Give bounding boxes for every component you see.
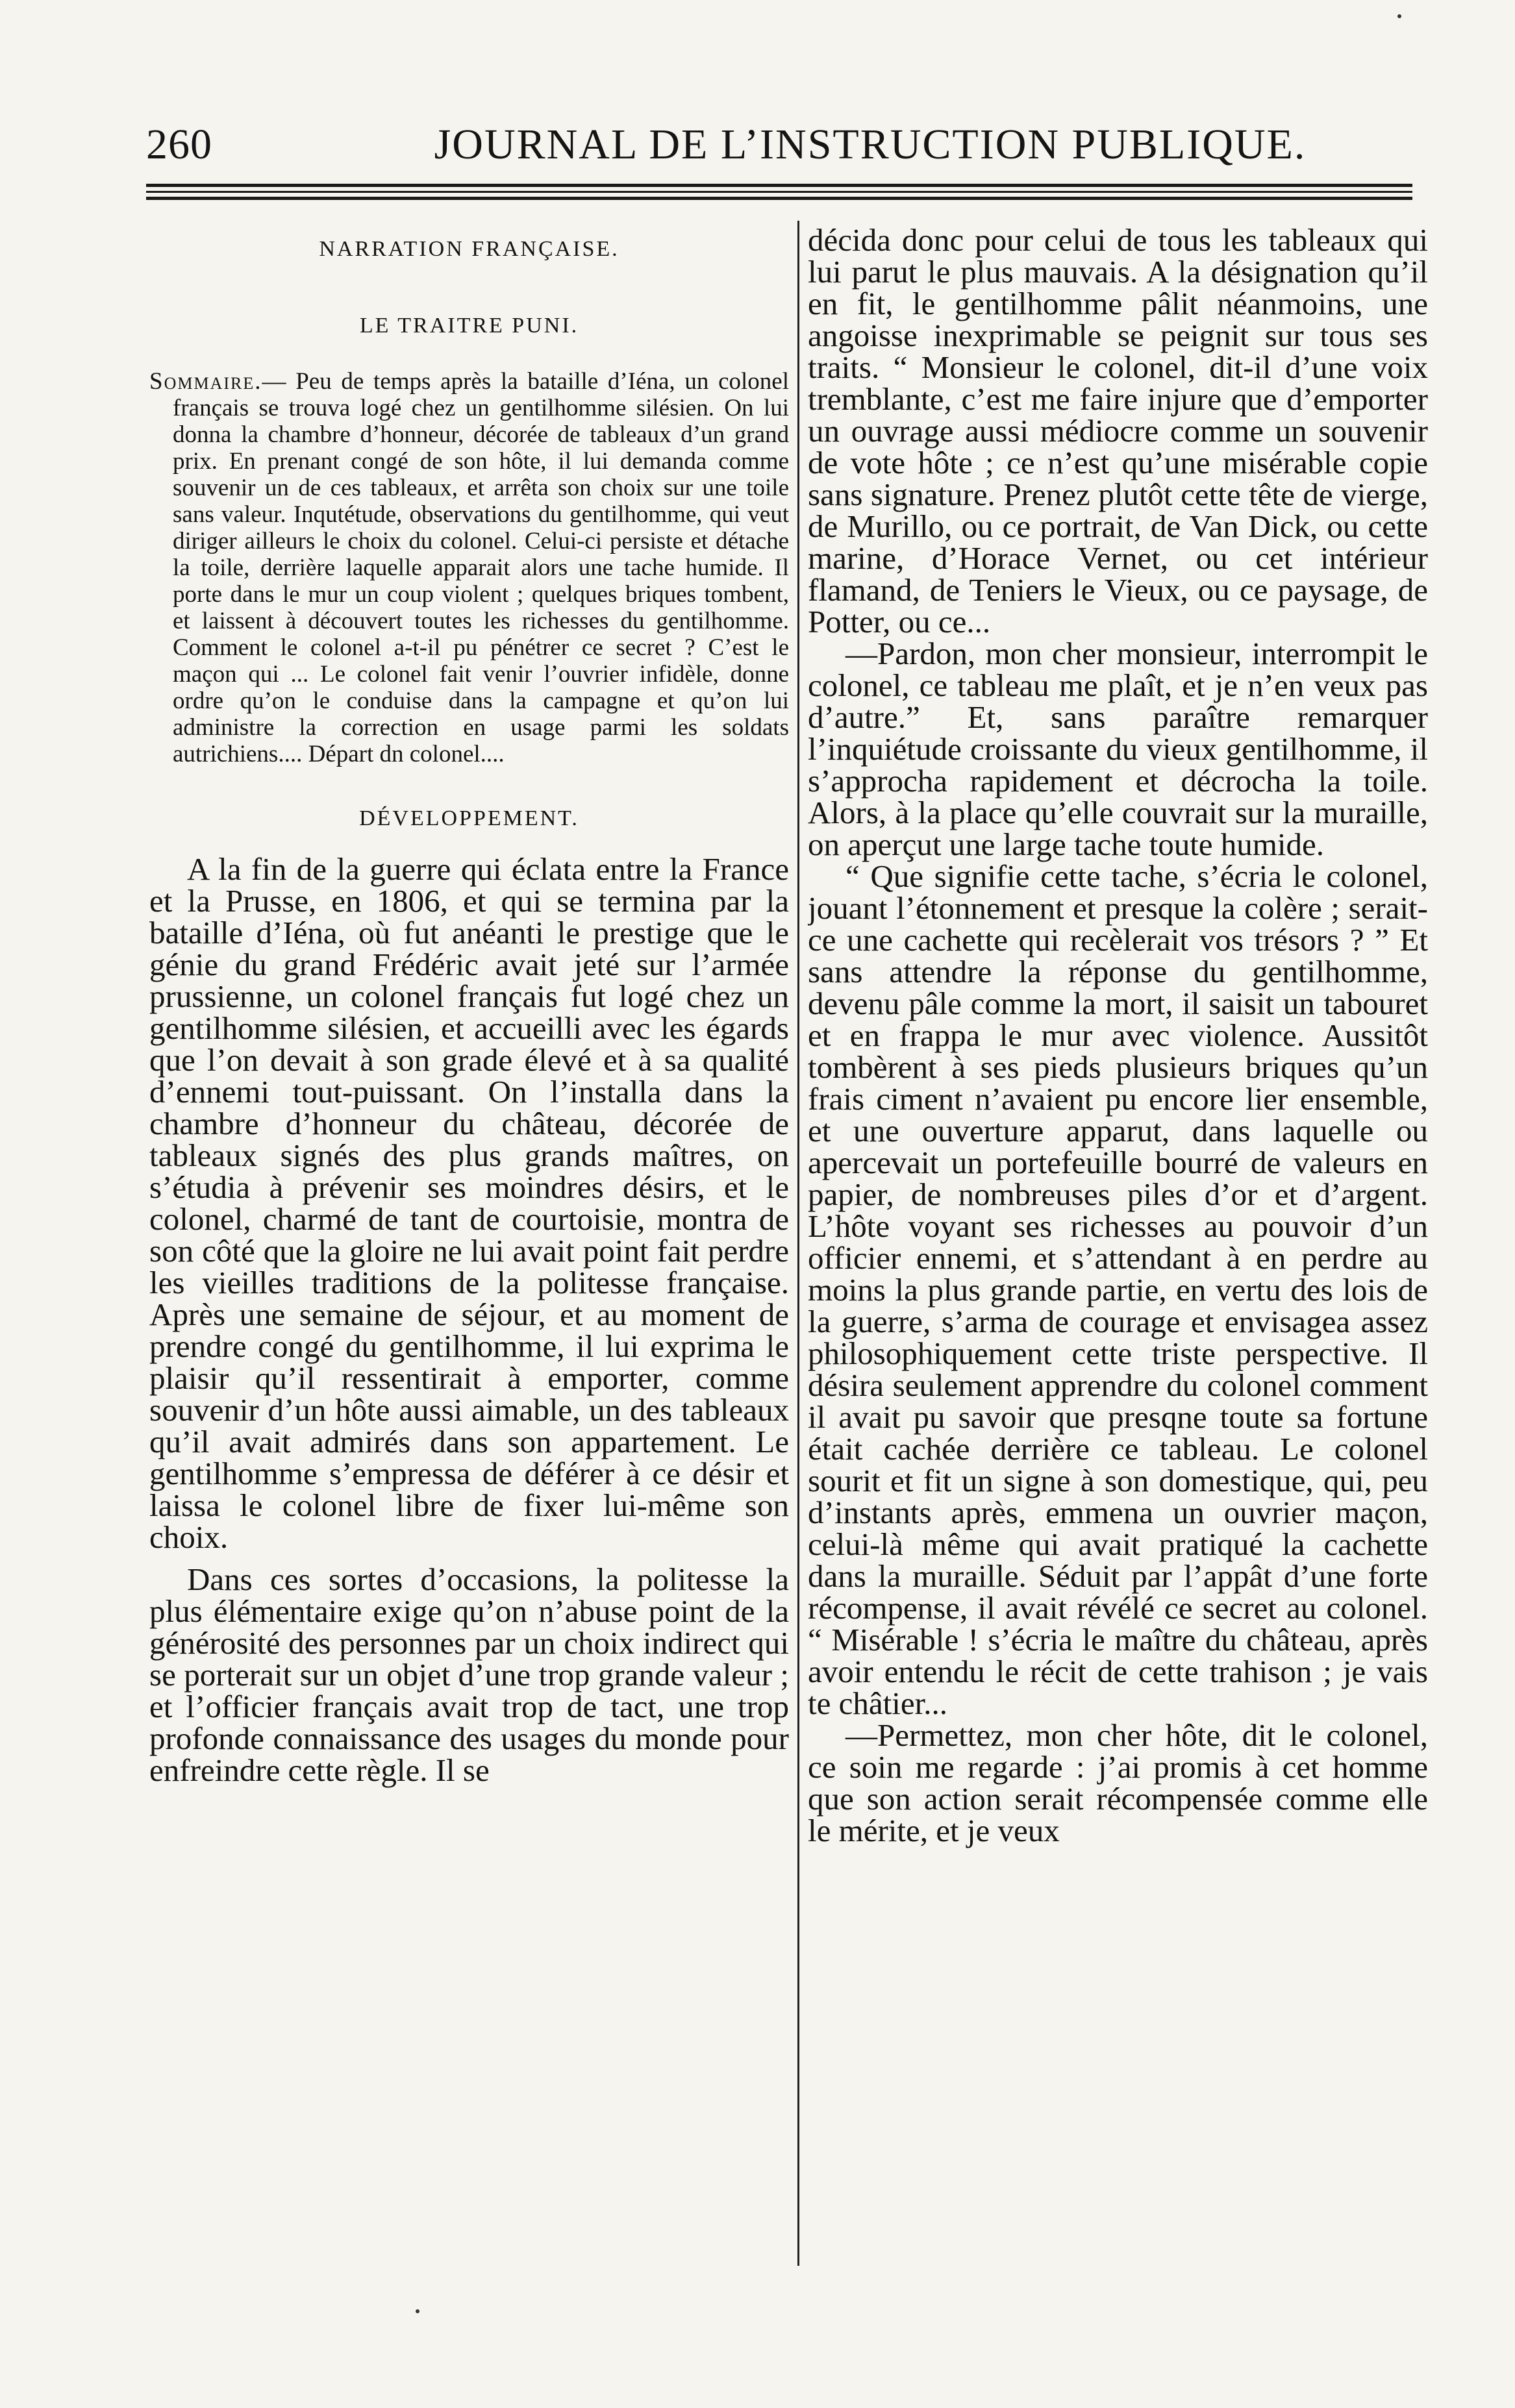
paragraph: “ Que signifie cette tache, s’écria le colonel, jouant l’étonnement et presque la colère ; serait-ce une cachette qui recèlerait vos trésors ? ” Et sans attendre la réponse du gentilhomme, devenu pâle comme la mort, il saisit un tabouret et en frappa le mur avec violence. Aussitôt tombèrent à ses pieds plusieurs briques qu’un frais ciment n’avaient pu encore lier ensemble, et une ouverture apparut, dans laquelle ou apercevait un portefeuille bourré de valeurs en papier, de nombreuses piles d’or et d’argent. L’hôte voyant ses richesses au pouvoir d’un officier ennemi, et s’attendant à en perdre au moins la plus grande partie, en vertu des lois de la guerre, s’arma de courage et envisagea assez philosophiquement cette triste perspective. Il désira seulement apprendre du colonel comment il avait pu savoir que presqne toute sa fortune était cachée derrière ce tableau. Le colonel sourit et fit un signe à son domestique, qui, peu d’instants après, emmena un ouvrier maçon, celui-là même qui avait pratiqué la cachette dans la muraille. Séduit par l’appât d’une forte récompense, il avait révélé ce secret au colonel. “ Misérable ! s’écria le maître du château, après avoir entendu le récit de cette trahison ; je vais te châtier...: [808, 858, 1428, 1721]
summary: [149, 368, 789, 767]
page-header: [130, 110, 1416, 182]
summary-text: — Peu de temps après la bataille d’Iéna, un colonel français se trouva logé chez un gentilhomme silésien. On lui donna la chambre d’honneur, décorée de tableaux d’un grand prix. En prenant congé de son hôte, il lui demanda comme souvenir un de ces tableaux, et arrêta son choix sur une toile sans valeur. Inqutétude, observations du gentilhomme, qui veut diriger ailleurs le choix du colonel. Celui-ci persiste et détache la toile, derrière laquelle apparait alors une tache humide. Il porte dans le mur un coup violent ; quelques briques tombent, et laissent à découvert toutes les richesses du gentilhomme. Comment le colonel a-t-il pu pénétrer ce secret ? C’est le maçon qui ... Le colonel fait venir l’ouvrier infidèle, donne ordre qu’on le conduise dans la campagne et qu’on lui administre la correction en usage parmi les soldats autrichiens.... Départ dn colonel....: [173, 368, 789, 767]
left-column: [149, 224, 789, 2224]
summary-label: Sommaire.: [149, 368, 262, 395]
header-rule: [146, 191, 1412, 193]
section-title: NARRATION FRANÇAISE.: [319, 237, 620, 261]
header-rule: [146, 184, 1412, 187]
paragraph: —Pardon, mon cher monsieur, interrompit le colonel, ce tableau me plaît, et je n’en veux pas d’autre.” Et, sans paraître remarquer l’inquiétude croissante du vieux gentilhomme, il s’approcha rapidement et décrocha la toile. Alors, à la place qu’elle couvrait sur la muraille, on aperçut une large tache toute humide.: [808, 636, 1428, 862]
header-rule: [146, 197, 1412, 200]
paragraph: A la fin de la guerre qui éclata entre la France et la Prusse, en 1806, et qui se termina par la bataille d’Iéna, où fut anéanti le prestige que le génie du grand Frédéric avait jeté sur l’armée prussienne, un colonel français fut logé chez un gentilhomme silésien, et accueilli avec les égards que l’on devait à son grade élevé et à sa qualité d’ennemi tout-puissant. On l’installa dans la chambre d’honneur du château, décorée de tableaux signés des plus grands maîtres, on s’étudia à prévenir ses moindres désirs, et le colonel, charmé de tant de courtoisie, montra de son côté que la gloire ne lui avait point fait perdre les vieilles traditions de la politesse française. Après une semaine de séjour, et au moment de prendre congé du gentilhomme, il lui exprima le plaisir qu’il ressentirait à emporter, comme souvenir d’un hôte aussi aimable, un des tableaux qu’il avait admirés dans son appartement. Le gentilhomme s’empressa de déférer à ce désir et laissa le colonel libre de fixer lui-même son choix.: [149, 851, 789, 1555]
print-speck: [1397, 14, 1401, 18]
column-divider: [797, 221, 799, 2266]
paragraph: Dans ces sortes d’occasions, la politesse la plus élémentaire exige qu’on n’abuse point de la générosité des personnes par un choix indirect qui se porterait sur un objet d’une trop grande valeur ; et l’officier français avait trop de tact, une trop profonde connaissance des usages du monde pour enfreindre cette règle. Il se: [149, 1561, 789, 1788]
story-title: LE TRAITRE PUNI.: [359, 314, 579, 338]
print-speck: [416, 2309, 419, 2313]
right-column: [808, 224, 1428, 2276]
running-title: JOURNAL DE L’INSTRUCTION PUBLIQUE.: [434, 121, 1307, 168]
paragraph: —Permettez, mon cher hôte, dit le colonel, ce soin me regarde : j’ai promis à cet homme que son action serait récompensée comme elle le mérite, et je veux: [808, 1717, 1428, 1848]
paragraph: décida donc pour celui de tous les tableaux qui lui parut le plus mauvais. A la désignation qu’il en fit, le gentilhomme pâlit néanmoins, une angoisse inexprimable se peignit sur tous ses traits. “ Monsieur le colonel, dit-il d’une voix tremblante, c’est me faire injure que d’emporter un ouvrage aussi médiocre comme un souvenir de vote hôte ; ce n’est qu’une misérable copie sans signature. Prenez plutôt cette tête de vierge, de Murillo, ou ce portrait, de Van Dick, ou cette marine, d’Horace Vernet, ou cet intérieur flamand, de Teniers le Vieux, ou ce paysage, de Potter, ou ce...: [808, 224, 1428, 639]
development-title: DÉVELOPPEMENT.: [359, 806, 579, 830]
page-number: 260: [146, 121, 212, 168]
